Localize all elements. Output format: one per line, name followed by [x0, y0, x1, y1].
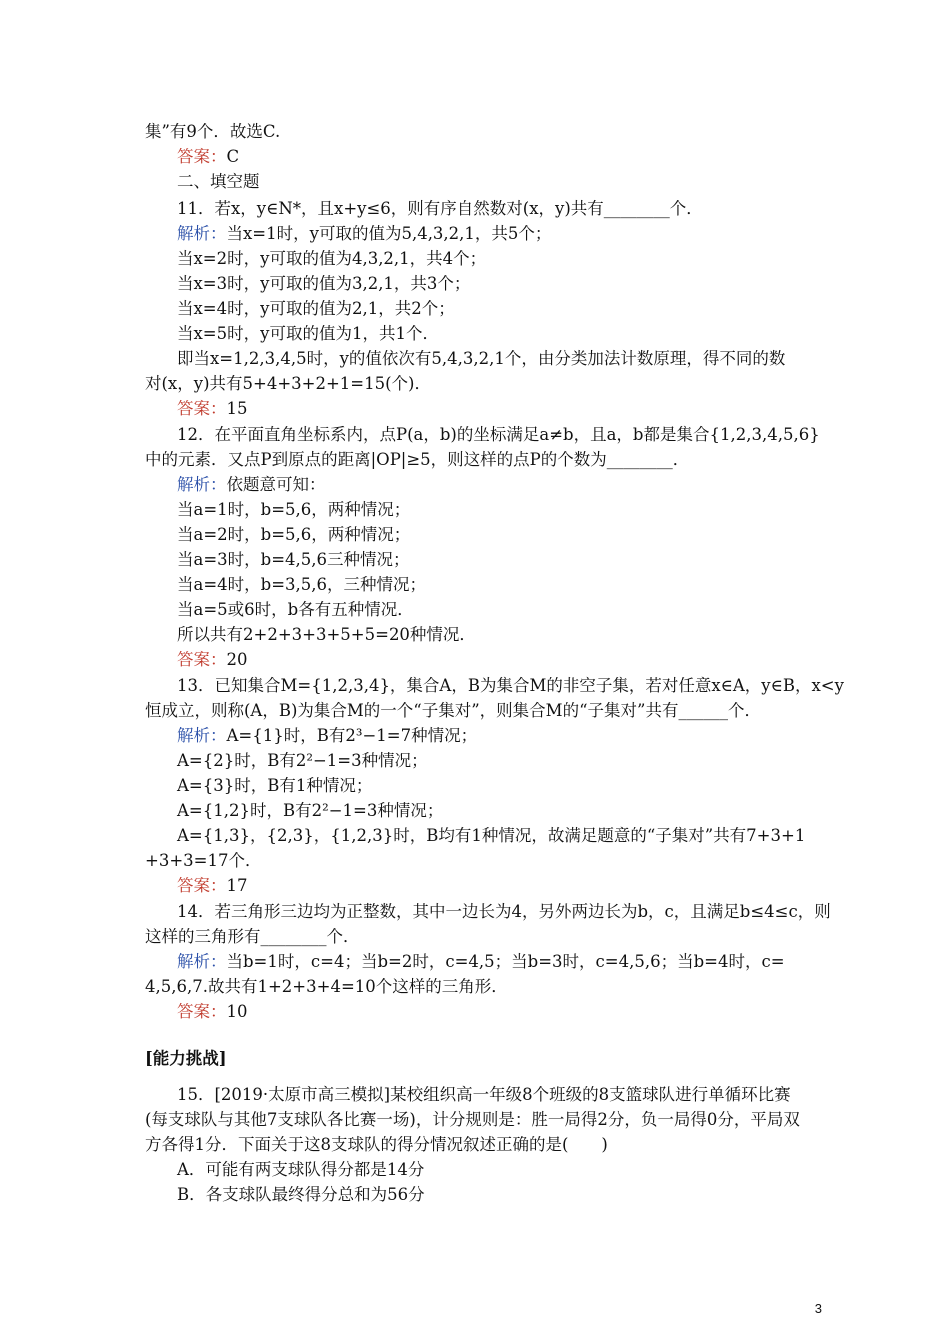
text-line [145, 1133, 810, 1157]
text-line [145, 448, 810, 472]
answer-line [177, 874, 842, 898]
answer-line [177, 145, 842, 169]
line-text: 11．若x，y∈N*，且x+y≤6，则有序自然数对(x，y)共有________个． [177, 199, 703, 218]
line-text: 15 [226, 399, 248, 418]
text-line [177, 523, 842, 547]
text-line [177, 573, 842, 597]
answer-line [177, 1000, 842, 1024]
line-text: 对(x，y)共有5+4+3+2+1=15(个)． [145, 374, 431, 393]
line-text: 当x=4时，y可取的值为2,1，共2个； [177, 299, 455, 318]
line-text: 4,5,6,7.故共有1+2+3+4=10个这样的三角形． [145, 977, 508, 996]
text-line [145, 372, 810, 396]
text-line [145, 699, 810, 723]
line-text: 方各得1分．下面关于这8支球队的得分情况叙述正确的是( ) [145, 1135, 608, 1154]
text-line [177, 247, 842, 271]
text-line [177, 623, 842, 647]
line-text: A={3}时，B有1种情况； [177, 776, 373, 795]
analysis-label: 解析： [177, 224, 227, 243]
line-text: 当a=1时，b=5,6，两种情况； [177, 500, 411, 519]
line-text: +3+3=17个． [145, 851, 262, 870]
analysis-line [177, 950, 842, 974]
text-line [177, 749, 842, 773]
line-text: 依题意可知： [226, 475, 326, 494]
line-text: 恒成立，则称(A，B)为集合M的一个“子集对”，则集合M的“子集对”共有______个． [145, 701, 761, 720]
line-text: A．可能有两支球队得分都是14分 [177, 1160, 425, 1179]
section-heading [177, 170, 842, 194]
line-text: A={1,3}，{2,3}，{1,2,3}时，B均有1种情况，故满足题意的“子集对”共有7+3+1 [177, 826, 806, 845]
line-text: A={2}时，B有2²−1=3种情况； [177, 751, 428, 770]
line-text: 15．[2019·太原市高三模拟]某校组织高一年级8个班级的8支篮球队进行单循环比赛 [177, 1085, 791, 1104]
text-line [177, 347, 842, 371]
text-line [145, 849, 810, 873]
line-text: 当x=2时，y可取的值为4,3,2,1，共4个； [177, 249, 487, 268]
text-line [177, 824, 842, 848]
answer-label: 答案： [177, 876, 227, 895]
question-11 [177, 197, 842, 221]
line-text: 集”有9个．故选C. [145, 122, 281, 141]
text-line [145, 1108, 810, 1132]
line-text: (每支球队与其他7支球队各比赛一场)，计分规则是：胜一局得2分，负一局得0分，平局双 [145, 1110, 800, 1129]
text-line [177, 598, 842, 622]
text-line [145, 975, 810, 999]
line-text: 所以共有2+2+3+3+5+5=20种情况． [177, 625, 476, 644]
line-text: 当a=3时，b=4,5,6三种情况； [177, 550, 410, 569]
answer-line [177, 397, 842, 421]
text-line [145, 120, 810, 144]
analysis-label: 解析： [177, 475, 227, 494]
text-line [177, 774, 842, 798]
text-line [177, 272, 842, 296]
text-line [177, 799, 842, 823]
text-line [177, 297, 842, 321]
line-text: 当x=5时，y可取的值为1，共1个． [177, 324, 439, 343]
line-text: [能力挑战] [145, 1049, 227, 1068]
analysis-line [177, 473, 842, 497]
text-line [177, 498, 842, 522]
line-text: A={1}时，B有2³−1=7种情况； [226, 726, 478, 745]
answer-label: 答案： [177, 650, 227, 669]
line-text: 当a=4时，b=3,5,6，三种情况； [177, 575, 427, 594]
question-14 [177, 900, 842, 924]
option-b [177, 1183, 842, 1207]
answer-label: 答案： [177, 1002, 227, 1021]
line-text: 二、填空题 [177, 172, 260, 191]
line-text: 当x=1时，y可取的值为5,4,3,2,1，共5个； [226, 224, 552, 243]
question-15 [177, 1083, 842, 1107]
page-number: 3 [814, 1301, 822, 1316]
line-text: 当a=5或6时，b各有五种情况． [177, 600, 414, 619]
question-13 [177, 674, 842, 698]
line-text: 当b=1时，c=4；当b=2时，c=4,5；当b=3时，c=4,5,6；当b=4时，c= [226, 952, 785, 971]
section-title [145, 1047, 810, 1071]
question-12 [177, 423, 842, 447]
line-text: 12．在平面直角坐标系内，点P(a，b)的坐标满足a≠b，且a，b都是集合{1,2,3,4,5,6} [177, 425, 820, 444]
line-text: 中的元素．又点P到原点的距离|OP|≥5，则这样的点P的个数为________． [145, 450, 690, 469]
answer-label: 答案： [177, 147, 227, 166]
line-text: 13．已知集合M={1,2,3,4}，集合A，B为集合M的非空子集，若对任意x∈A，y∈B，x<y [177, 676, 844, 695]
answer-line [177, 648, 842, 672]
line-text: 当a=2时，b=5,6，两种情况； [177, 525, 411, 544]
text-line [177, 548, 842, 572]
line-text: B．各支球队最终得分总和为56分 [177, 1185, 425, 1204]
analysis-line [177, 222, 842, 246]
answer-label: 答案： [177, 399, 227, 418]
line-text: 即当x=1,2,3,4,5时，y的值依次有5,4,3,2,1个，由分类加法计数原理，得不同的数 [177, 349, 786, 368]
analysis-label: 解析： [177, 726, 227, 745]
line-text: 当x=3时，y可取的值为3,2,1，共3个； [177, 274, 471, 293]
line-text: 10 [226, 1002, 248, 1021]
line-text: 20 [226, 650, 248, 669]
line-text: 这样的三角形有________个． [145, 927, 360, 946]
line-text: A={1,2}时，B有2²−1=3种情况； [177, 801, 444, 820]
line-text: 14．若三角形三边均为正整数，其中一边长为4，另外两边长为b，c，且满足b≤4≤c，则 [177, 902, 831, 921]
line-text: 17 [226, 876, 248, 895]
analysis-line [177, 724, 842, 748]
text-line [177, 322, 842, 346]
option-a [177, 1158, 842, 1182]
line-text: C [226, 147, 240, 166]
analysis-label: 解析： [177, 952, 227, 971]
text-line [145, 925, 810, 949]
